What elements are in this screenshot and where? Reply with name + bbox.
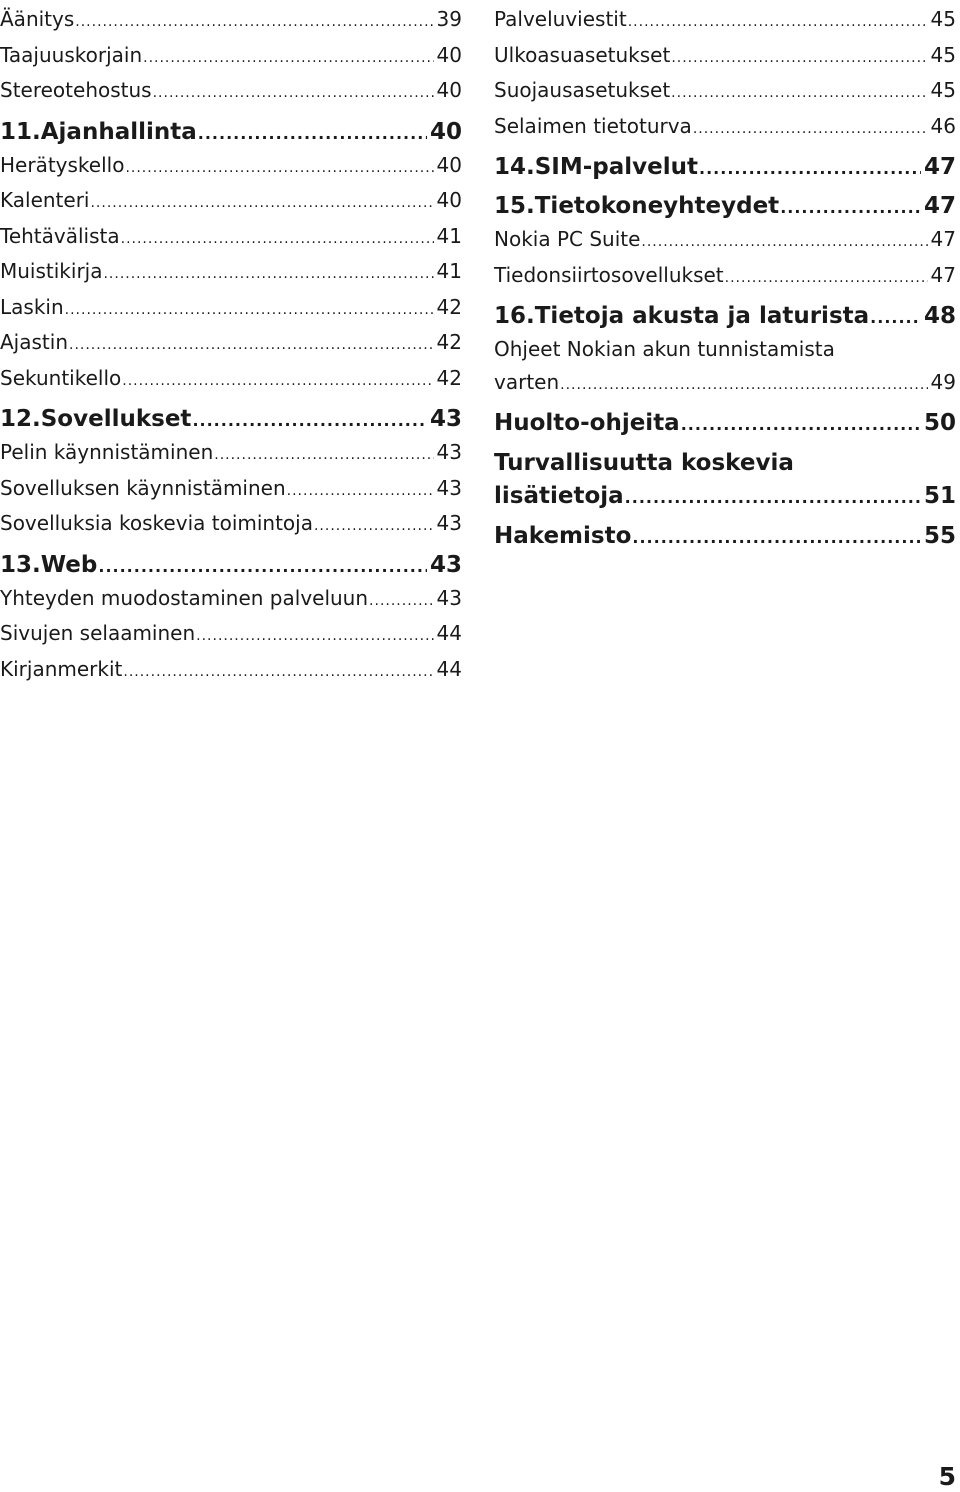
toc-entry-title: Pelin käynnistäminen <box>0 440 214 464</box>
toc-entry-page: 47 <box>930 227 956 251</box>
toc-section-page: 47 <box>923 193 956 219</box>
toc-section[interactable] <box>0 117 462 149</box>
dot-leader <box>90 187 433 220</box>
toc-entry-page: 43 <box>436 475 462 500</box>
toc-section-title-line1: Turvallisuutta koskevia <box>494 450 794 476</box>
toc-entry-page: 43 <box>436 585 462 610</box>
toc-entry-page: 40 <box>436 42 462 67</box>
dot-leader <box>125 152 433 185</box>
toc-section-page: 55 <box>923 523 956 549</box>
dot-leader <box>870 303 921 333</box>
toc-entry-title: Herätyskello <box>0 152 125 177</box>
toc-entry-title: Kirjanmerkit <box>0 656 123 681</box>
toc-section-title: 15.Tietokoneyhteydet <box>494 193 780 219</box>
toc-entry-title: Kalenteri <box>0 188 90 212</box>
toc-entry-page: 40 <box>436 152 462 177</box>
dot-leader <box>632 523 921 553</box>
toc-entry-page: 44 <box>436 656 462 681</box>
toc-section-title: Hakemisto <box>494 523 632 549</box>
toc-entry-title: Sekuntikello <box>0 365 122 390</box>
toc-entry-page: 42 <box>436 294 462 319</box>
toc-entry[interactable] <box>0 220 462 256</box>
dot-leader <box>725 262 928 295</box>
toc-entry-page: 43 <box>436 440 462 464</box>
toc-entry[interactable] <box>0 472 462 508</box>
dot-leader <box>69 329 434 362</box>
dot-leader <box>192 406 427 436</box>
dot-leader <box>123 656 433 689</box>
toc-section-title: 16.Tietoja akusta ja laturista <box>494 303 870 329</box>
toc-entry-title: Sovelluksia koskevia toimintoja <box>0 511 313 535</box>
dot-leader <box>121 223 434 256</box>
toc-entry[interactable] <box>0 3 462 39</box>
toc-entry-page: 40 <box>436 78 462 102</box>
toc-section-title: 13.Web <box>0 551 98 578</box>
toc-section-page: 43 <box>429 406 462 432</box>
dot-leader <box>143 42 433 75</box>
toc-entry-wrapped[interactable] <box>494 333 956 401</box>
toc-entry[interactable] <box>0 436 462 472</box>
toc-section-service[interactable] <box>494 408 956 440</box>
toc-entry[interactable] <box>494 39 956 75</box>
dot-leader <box>196 620 433 653</box>
toc-entry[interactable] <box>0 362 462 398</box>
toc-entry-title-line1: Ohjeet Nokian akun tunnistamista <box>494 337 835 361</box>
toc-entry[interactable] <box>494 74 956 110</box>
dot-leader <box>214 439 433 472</box>
page-number: 5 <box>938 1462 956 1491</box>
toc-section-title: 12.Sovellukset <box>0 406 192 432</box>
toc-entry-page: 44 <box>436 621 462 645</box>
dot-leader <box>198 119 427 149</box>
toc-entry-page: 41 <box>436 259 462 283</box>
dot-leader <box>287 475 434 508</box>
toc-section-pc[interactable] <box>494 191 956 223</box>
dot-leader <box>153 77 434 110</box>
toc-entry-title: Tehtävälista <box>0 223 120 248</box>
toc-entry-page: 42 <box>436 330 462 354</box>
toc-entry[interactable] <box>0 326 462 362</box>
toc-section-page: 40 <box>429 118 462 145</box>
toc-entry-page: 43 <box>436 511 462 535</box>
toc-entry[interactable] <box>0 617 462 653</box>
toc-entry-page: 41 <box>436 223 462 248</box>
toc-entry-title: Ulkoasuasetukset <box>494 42 671 67</box>
toc-entry-title: Äänitys <box>0 7 75 31</box>
dot-leader <box>122 365 433 398</box>
toc-right-column <box>494 0 956 553</box>
toc-left-column <box>0 0 462 688</box>
dot-leader <box>560 369 927 402</box>
toc-section-page: 50 <box>923 410 956 436</box>
toc-section-index[interactable] <box>494 521 956 553</box>
toc-entry-page: 42 <box>436 365 462 390</box>
toc-section-page: 51 <box>923 483 956 509</box>
toc-entry[interactable] <box>0 255 462 291</box>
dot-leader <box>699 154 921 184</box>
dot-leader <box>75 6 433 39</box>
toc-entry[interactable] <box>0 39 462 75</box>
toc-entry[interactable] <box>494 110 956 146</box>
toc-entry-title: Tiedonsiirtosovellukset <box>494 262 724 287</box>
toc-entry-title: Taajuuskorjain <box>0 42 143 67</box>
dot-leader <box>693 113 928 146</box>
dot-leader <box>671 77 927 110</box>
toc-entry-last-line <box>494 366 956 402</box>
toc-entry-page: 45 <box>930 78 956 102</box>
dot-leader <box>780 193 921 223</box>
toc-section-page: 43 <box>429 551 462 578</box>
toc-entry-page: 49 <box>930 369 956 394</box>
toc-section-title: 11.Ajanhallinta <box>0 118 197 145</box>
toc-section-title-line2: lisätietoja <box>494 483 624 509</box>
toc-entry[interactable] <box>0 582 462 618</box>
toc-entry-title: Muistikirja <box>0 259 103 283</box>
dot-leader <box>65 294 434 327</box>
dot-leader <box>98 552 427 582</box>
dot-leader <box>671 42 927 75</box>
toc-entry[interactable] <box>494 259 956 295</box>
toc-entry[interactable] <box>0 507 462 543</box>
dot-leader <box>681 410 921 440</box>
toc-section-last-line <box>494 480 956 514</box>
toc-entry-title: Nokia PC Suite <box>494 227 641 251</box>
toc-section[interactable] <box>0 550 462 582</box>
toc-section-title: Huolto-ohjeita <box>494 410 680 436</box>
dot-leader <box>625 481 921 514</box>
toc-section-page: 48 <box>923 303 956 329</box>
toc-entry[interactable] <box>0 74 462 110</box>
dot-leader <box>369 585 434 618</box>
dot-leader <box>103 258 433 291</box>
toc-entry[interactable] <box>494 3 956 39</box>
toc-section-battery[interactable] <box>494 301 956 333</box>
toc-entry[interactable] <box>0 184 462 220</box>
dot-leader <box>641 226 927 259</box>
toc-entry-title: Yhteyden muodostaminen palveluun <box>0 585 369 610</box>
toc-entry-title-line2: varten <box>494 369 560 394</box>
toc-entry[interactable] <box>0 653 462 689</box>
toc-entry[interactable] <box>0 291 462 327</box>
toc-entry-title: Stereotehostus <box>0 78 152 102</box>
toc-section-safety[interactable] <box>494 447 956 514</box>
toc-entry-page: 47 <box>930 262 956 287</box>
toc-entry-page: 45 <box>930 42 956 67</box>
toc-entry-title: Sovelluksen käynnistäminen <box>0 475 286 500</box>
toc-entry-page: 40 <box>436 188 462 212</box>
toc-entry-title: Suojausasetukset <box>494 78 671 102</box>
toc-section-page: 47 <box>923 154 956 180</box>
toc-entry[interactable] <box>494 223 956 259</box>
toc-section-title: 14.SIM-palvelut <box>494 154 699 180</box>
toc-entry-title: Palveluviestit <box>494 7 627 31</box>
dot-leader <box>314 510 434 543</box>
dot-leader <box>628 6 928 39</box>
toc-entry[interactable] <box>0 149 462 185</box>
toc-entry-page: 46 <box>930 113 956 138</box>
toc-entry-title: Sivujen selaaminen <box>0 621 196 645</box>
toc-entry-title: Laskin <box>0 294 64 319</box>
toc-entry-title: Selaimen tietoturva <box>494 113 692 138</box>
toc-section[interactable] <box>0 404 462 436</box>
toc-section-sim[interactable] <box>494 152 956 184</box>
toc-entry-title: Ajastin <box>0 330 68 354</box>
toc-entry-page: 45 <box>930 7 956 31</box>
toc-entry-page: 39 <box>436 7 462 31</box>
